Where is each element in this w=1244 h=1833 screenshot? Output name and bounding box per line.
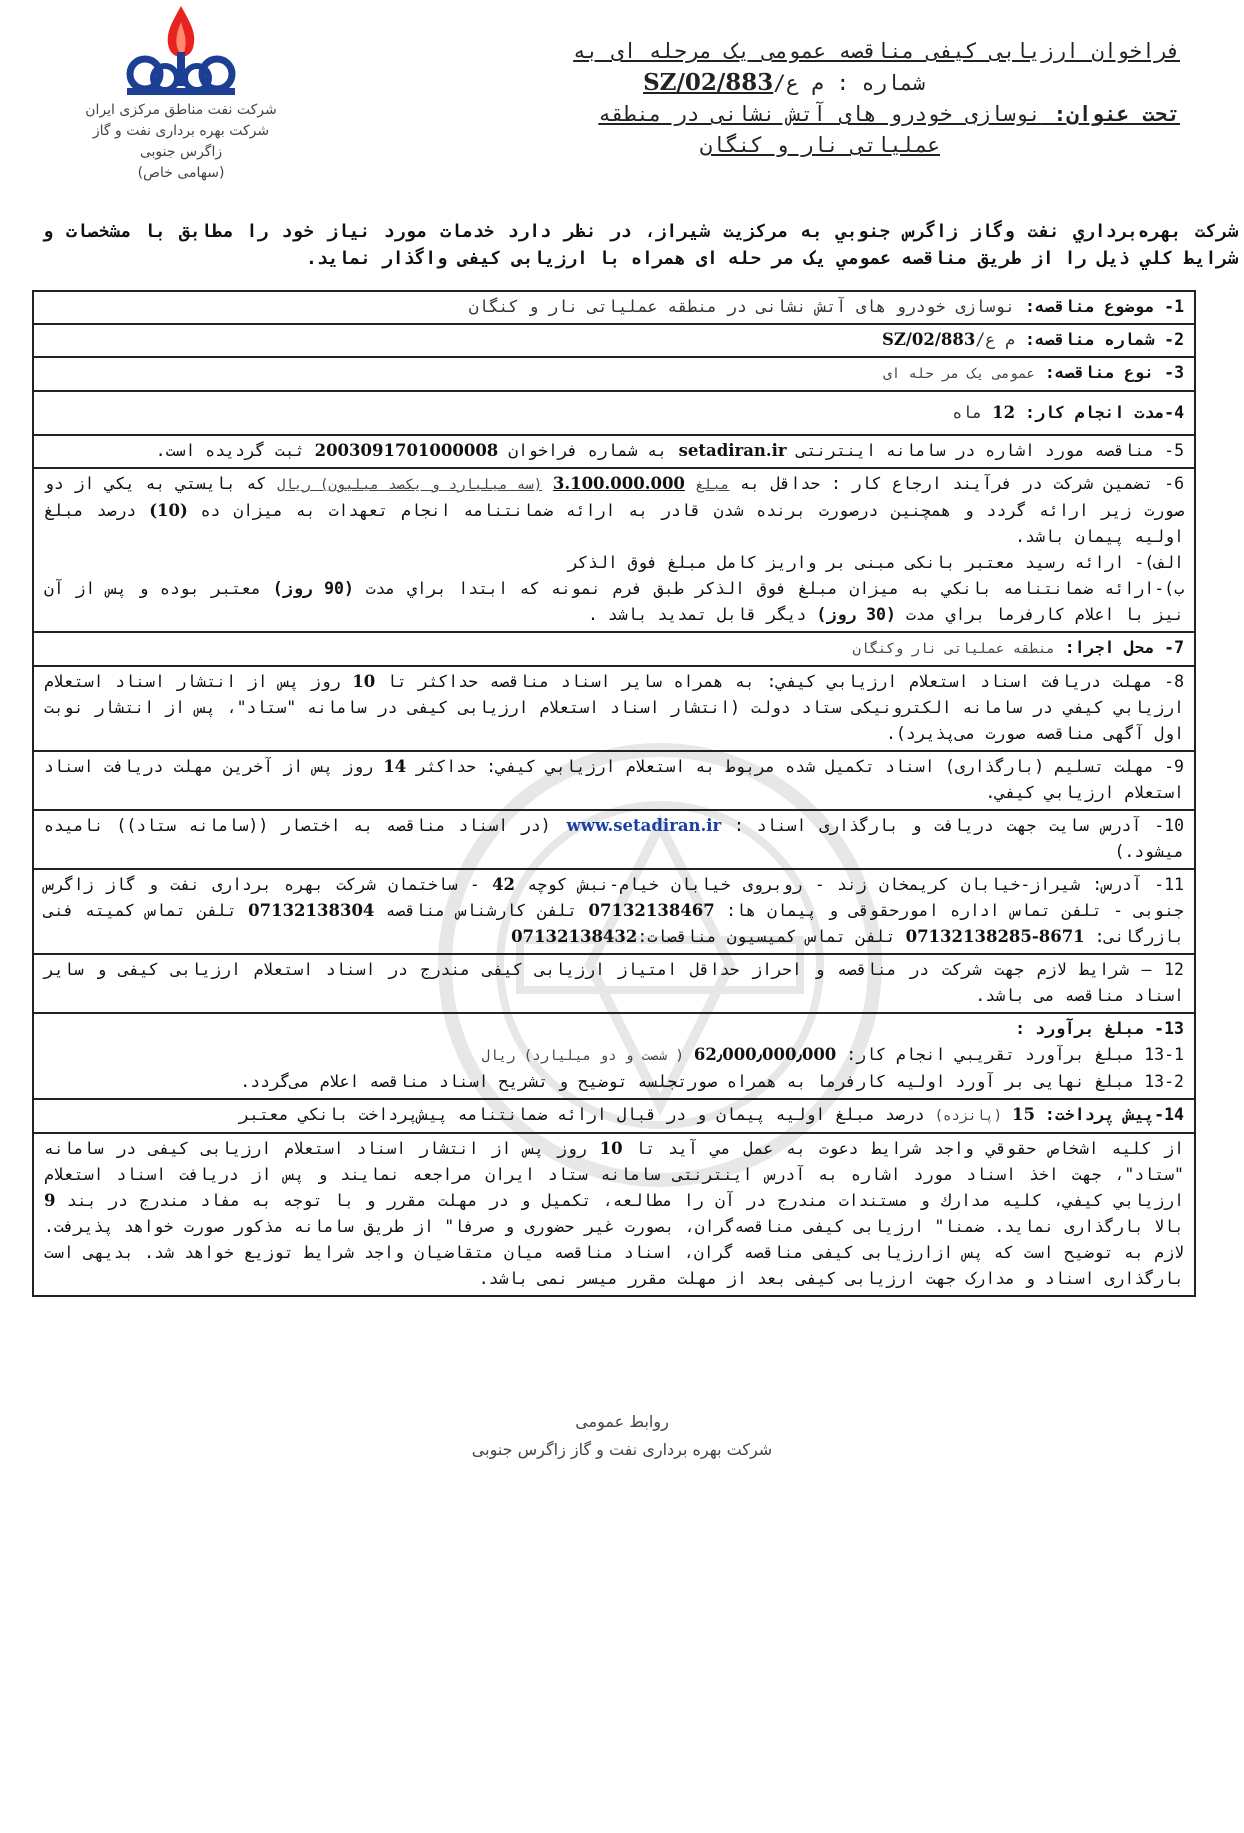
- row-registration-text-2: به شماره فراخوان: [508, 441, 668, 460]
- notice-header: [360, 36, 1180, 161]
- row-estimate-line-2: 13-2 مبلغ نهایی بر آورد اولیه کارفرما به همراه صورتجلسه توضیح و تشریح اسناد مناقصه اعلام می‌گردد.: [240, 1072, 1184, 1091]
- row-prepayment-text: درصد مبلغ اولیه پیمان و در قبال ارائه ضمانتنامه پیش‌پرداخت بانكي معتبر: [239, 1105, 925, 1124]
- header-subject-cont: عملیاتی نار و کنگان: [699, 133, 940, 157]
- row-invitation-days: 10: [599, 1139, 623, 1158]
- row-guarantee-option-b-text-3: ديگر قابل تمديد باشد .: [587, 605, 807, 624]
- tender-details-table: [32, 290, 1196, 1297]
- row-address-text-3: تلفن کارشناس مناقصه: [385, 901, 578, 920]
- row-submission-text-2: روز پس از آخرين مهلت دريافت اسناد استعلام ارزيابي كيفي.: [44, 757, 1184, 802]
- row-registration-number: 2003091701000008: [314, 441, 499, 460]
- row-location: [34, 633, 1194, 667]
- row-registration-site: setadiran.ir: [678, 441, 787, 460]
- row-duration-unit: ماه: [952, 403, 983, 422]
- row-prepayment: [34, 1100, 1194, 1134]
- nioc-flame-logo-icon: [121, 4, 241, 100]
- row-submission-deadline: [34, 752, 1194, 811]
- row-guarantee-option-b-text-2: معتبر بوده و پس از آن نيز با اعلام كارفرما براي مدت: [44, 579, 1184, 624]
- row-conditions: [34, 955, 1194, 1014]
- header-number-value: SZ/02/883: [643, 69, 774, 96]
- row-invitation-text-1: از كليه اشخاص حقوقي واجد شرايط دعوت به عمل مي آيد تا: [635, 1139, 1185, 1158]
- logo-line-4: (سهامی خاص): [137, 165, 225, 181]
- row-tender-type-label: 3- نوع مناقصه:: [1044, 363, 1184, 382]
- row-doc-receipt-deadline: [34, 667, 1194, 752]
- row-duration-label: 4-مدت انجام کار:: [1025, 403, 1184, 422]
- row-invitation: [34, 1134, 1194, 1295]
- row-estimate-line-1-text: 13-1 مبلغ برآورد تقريبي انجام كار:: [846, 1045, 1184, 1064]
- row-guarantee-amount: 3.100.000.000: [552, 474, 685, 493]
- row-address: [34, 870, 1194, 955]
- row-tender-number: [34, 325, 1194, 358]
- logo-line-2: شرکت بهره برداری نفت و گاز: [92, 123, 270, 139]
- phone-legal: 07132138467: [588, 901, 715, 920]
- row-estimate-line-1: [44, 1042, 1184, 1069]
- phone-technical-committee: 07132138285-8671: [905, 927, 1085, 946]
- logo-line-3: زاگرس جنوبی: [139, 144, 223, 160]
- footer-public-relations: روابط عمومی: [575, 1412, 669, 1431]
- header-title: فراخوان ارزیابی کیفی مناقصه عمومی یک مرحله ای به: [573, 39, 1180, 63]
- header-number-label: شماره : م ع/: [773, 71, 925, 95]
- row-subject-value: نوسازی خودرو های آتش نشانی در منطقه عملیاتی نار و کنگان: [468, 297, 1016, 316]
- intro-paragraph: شرکت بهره‌برداري نفت وگاز زاگرس جنوبي به مرکزيت شيراز، در نظر دارد خدمات مورد نياز خود را مطابق با مشخصات و شرايط کلي ذيل را از طريق مناقصه عمومي يک مر حله ای همراه با ارزيابی کيفی واگذار نمايد.: [42, 221, 1238, 269]
- row-guarantee-amount-word: مبلغ: [695, 477, 730, 493]
- row-prepayment-percent-text: (پانزده): [934, 1108, 1003, 1124]
- row-prepayment-percent: 15: [1012, 1105, 1035, 1124]
- row-tender-type-value: عمومی یک مر حله ای: [883, 366, 1035, 382]
- company-logo-block: [36, 4, 326, 204]
- row-estimate: [34, 1014, 1194, 1100]
- row-doc-receipt-text-1: 8- مهلت دريافت اسناد استعلام ارزيابي كيفي: به همراه سایر اسناد مناقصه حداكثر تا: [386, 672, 1185, 691]
- phone-tender-commission: 07132138432: [511, 927, 638, 946]
- row-submission-text-1: 9- مهلت تسليم (بارگذاری) اسناد تكميل شده مربوط به استعلام ارزيابي كيفي: حداکثر: [416, 757, 1184, 776]
- row-doc-receipt-text-2: روز پس از انتشار اسناد استعلام ارزيابي كيفي در سامانه الکترونیکی ستاد دولت (انتشار اسناد استعلام ارزیابی کیفی در سامانه "ستاد"، پس از انتشار نوبت اول آگهی مناقصه صورت می‌پذیرد).: [44, 672, 1184, 743]
- row-location-label: 7- محل اجرا:: [1064, 638, 1184, 657]
- row-address-alley: 42: [492, 875, 516, 894]
- row-guarantee-text-1: 6- تضمین شرکت در فرآیند ارجاع کار : حداقل به: [740, 474, 1185, 493]
- header-number: [360, 67, 1180, 99]
- row-address-text-5: تلفن تماس کمیسیون مناقصات:: [637, 927, 896, 946]
- row-prepayment-label: 14-پيش پرداخت:: [1044, 1105, 1184, 1124]
- row-location-value: منطقه عملیاتی نار وکنگان: [852, 641, 1055, 657]
- row-guarantee-text-2: که بايستي به يکي از دو صورت زير ارائه گردد و همچنین درصورت برنده شدن قادر به ارائه ضمانتنامه انجام تعهدات به میزان ده: [44, 474, 1185, 520]
- row-estimate-amount: 62٫000٫000٫000: [693, 1045, 837, 1064]
- setadiran-link[interactable]: www.setadiran.ir: [566, 816, 722, 835]
- row-tender-number-prefix: م ع/: [975, 330, 1016, 349]
- row-registration: [34, 436, 1194, 469]
- row-website-text-2: (در اسناد مناقصه به اختصار ((سامانه ستاد)) نامیده میشود.): [44, 816, 1184, 861]
- logo-line-1: شرکت نفت مناطق مرکزی ایران: [85, 102, 277, 118]
- row-registration-text-3: ثبت گردیده است.: [155, 441, 305, 460]
- row-guarantee-text-3: درصد مبلغ اولیه پیمان باشد.: [44, 501, 1184, 546]
- row-guarantee-option-b: [44, 576, 1184, 628]
- row-tender-number-value: SZ/02/883: [881, 330, 976, 349]
- row-invitation-clause: 9: [44, 1191, 56, 1210]
- row-estimate-amount-text: ( شصت و دو میلیارد) ریال: [481, 1048, 684, 1064]
- row-invitation-text-3: بالا بارگذاری نمايد. ضمنا" ارزیابی کیفی مناقصه‌گران، بصورت غیر حضوری و صرفا" از طریق سامانه مذکور صورت خواهد پذیرفت. لازم به توضیح است که پس ازارزیابی کیفی مناقصه گران، اسناد مناقصه میان متقاضیان واجد شرایط توزیع خواهد شد. بدیهی است بارگذاری اسناد و مدارک جهت ارزیابی کیفی بعد از مهلت مقرر میسر نمی باشد.: [44, 1217, 1184, 1288]
- row-address-text-4: تلفن تماس کمیته فنی بازرگانی:: [44, 901, 1184, 946]
- header-subject: [360, 99, 1180, 130]
- row-submission-days: 14: [383, 757, 407, 776]
- row-tender-type: [34, 358, 1194, 392]
- row-subject-label: 1- موضوع مناقصه:: [1025, 297, 1184, 316]
- row-website: [34, 811, 1194, 870]
- header-subject-value: نوسازی خودرو های آتش نشانی در منطقه: [598, 102, 1041, 126]
- row-conditions-text: 12 – شرایط لازم جهت شرکت در مناقصه و احراز حداقل امتیاز ارزیابی کیفی مندرج در اسناد استعلام ارزیابی کیفی و سایر اسناد مناقصه می باشد.: [44, 960, 1184, 1005]
- row-website-text-1: 10- آدرس سایت جهت دریافت و بارگذاری اسناد :: [734, 816, 1185, 835]
- row-tender-number-label: 2- شماره مناقصه:: [1025, 330, 1184, 349]
- row-address-text-1: 11- آدرس: شیراز-خیابان کریمخان زند - روبروی خیابان خیام-نبش کوچه: [527, 875, 1184, 894]
- row-doc-receipt-days: 10: [352, 672, 376, 691]
- row-invitation-text-2: روز پس از انتشار اسناد استعلام ارزیابی کیفی در سامانه "ستاد"، جهت اخذ اسناد مورد اشاره به آدرس اینترنتی سامانه ستاد ايران مراجعه نمايند و پس از دريافت اسناد استعلام ارزيابي كيفي، كليه مدارك و مستندات مندرج در آن را مطالعه، تكميل و در مهلت مقرر و با توجه به مفاد مندرج در بند: [44, 1139, 1185, 1210]
- row-guarantee-percent: (10): [149, 501, 188, 520]
- row-duration: [34, 392, 1194, 436]
- row-subject: [34, 292, 1194, 325]
- row-guarantee-option-b-days-1: (90 روز): [272, 579, 354, 598]
- row-registration-text-1: 5- مناقصه مورد اشاره در سامانه اینترنتی: [796, 441, 1184, 460]
- row-guarantee-option-b-text-1: ب)-ارائه ضمانتنامه بانكي به ميزان مبلغ فوق الذكر طبق فرم نمونه كه ابتدا براي مدت: [365, 579, 1185, 598]
- row-duration-value: 12: [992, 403, 1016, 422]
- footer-company-name: شرکت بهره برداری نفت و گاز زاگرس جنوبی: [471, 1440, 773, 1459]
- row-address-text-2: - ساختمان شرکت بهره برداری نفت و گاز زاگرس جنوبی - تلفن تماس اداره امورحقوقی و پیمان ها:: [44, 875, 1184, 920]
- row-estimate-label: 13- مبلغ برآورد :: [1015, 1019, 1184, 1038]
- phone-tender-expert: 07132138304: [248, 901, 375, 920]
- row-guarantee-amount-text: (سه میلیارد و یکصد میلیون) ریال: [277, 477, 543, 493]
- header-subject-label: تحت عنوان:: [1053, 102, 1180, 126]
- row-guarantee: [34, 469, 1194, 633]
- row-guarantee-option-b-days-2: (30 روز): [816, 605, 896, 624]
- row-guarantee-option-a: الف)- ارائه رسید معتبر بانکی مبنی بر واریز کامل مبلغ فوق الذکر: [568, 553, 1184, 572]
